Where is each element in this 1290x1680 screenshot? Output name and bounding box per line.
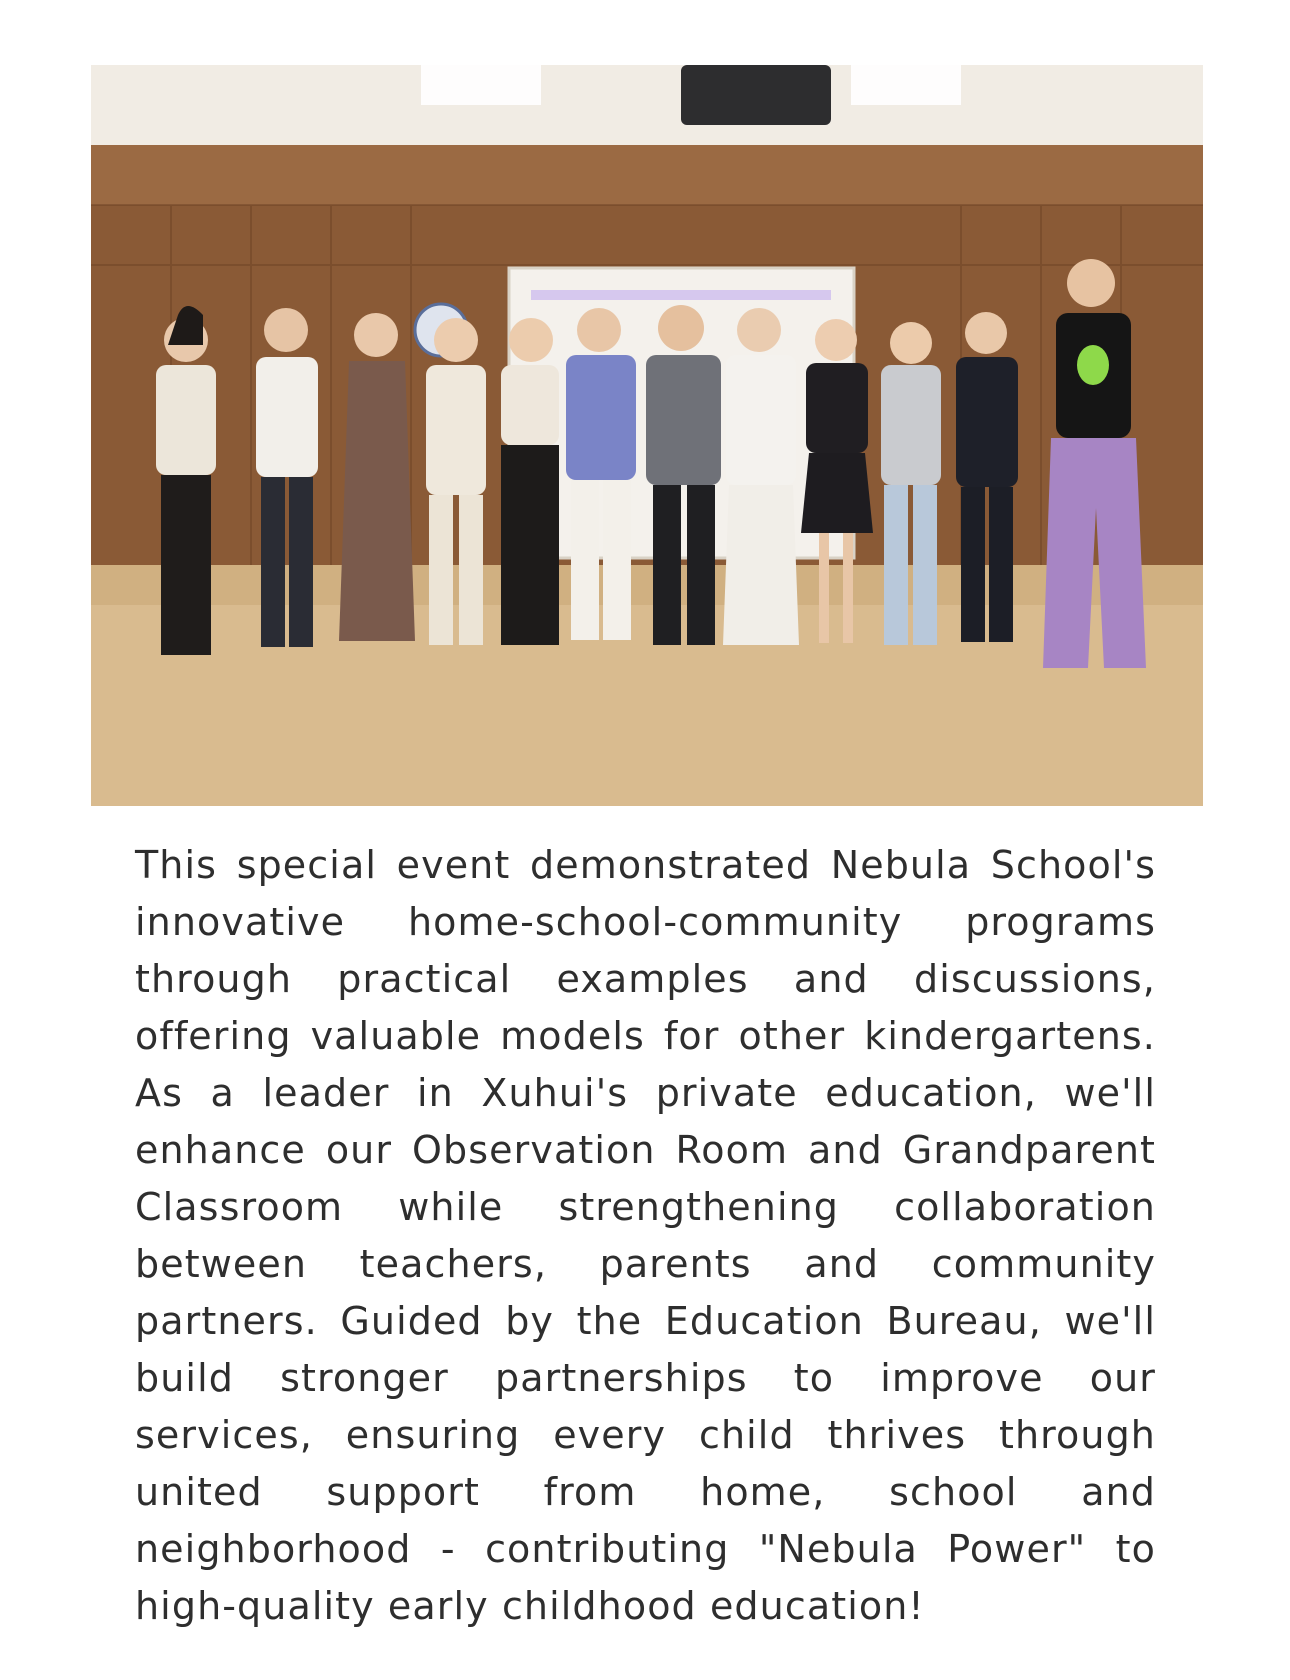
screen-banner-line bbox=[531, 290, 831, 300]
projector bbox=[681, 65, 831, 125]
ceiling bbox=[91, 65, 1203, 145]
ceiling-light bbox=[851, 65, 961, 105]
ceiling-light bbox=[421, 65, 541, 105]
group-photo-illustration bbox=[91, 65, 1203, 806]
wood-upper-band bbox=[91, 145, 1203, 205]
floor-shadow bbox=[91, 565, 1203, 605]
article-paragraph: This special event demonstrated Nebula School's innovative home-school-community programs through practical examples and discussions, offering valuable models for other kindergartens. As a leader in Xuhui's private education, we'll enhance our Observation Room and Grandparent Classroom while strengthening collaboration between teachers, parents and community partners. Guided by the Education Bureau, we'll build stronger partnerships to improve our services, ensuring every child thrives through united support from home, school and neighborhood - contributing "Nebula Power" to high-quality early childhood education! bbox=[135, 843, 1156, 1628]
event-group-photo bbox=[91, 65, 1203, 806]
